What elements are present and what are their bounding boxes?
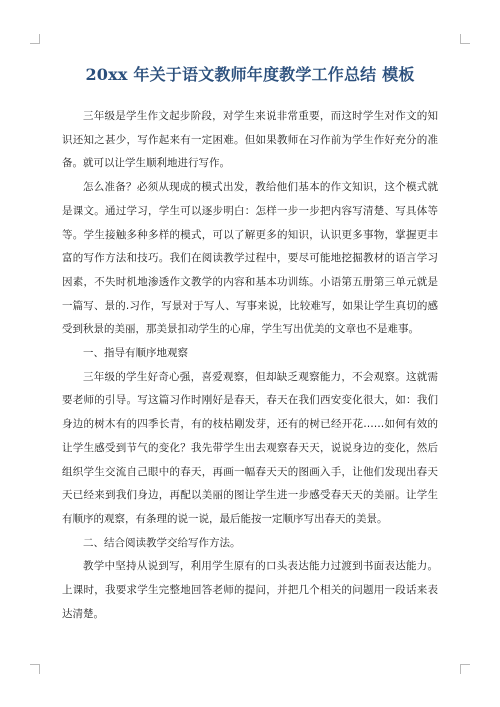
heading-observation: 一、指导有顺序地观察 [83, 347, 188, 360]
document-body [62, 105, 438, 626]
heading-reading-method: 二、结合阅读教学交给写作方法。 [83, 536, 241, 549]
corner-mark-top-right [460, 34, 470, 44]
document-title: 20xx 年关于语文教师年度教学工作总结 模板 [85, 65, 415, 84]
corner-mark-top-left [30, 34, 40, 44]
corner-mark-bottom-left [30, 664, 40, 674]
paragraph-speaking-to-writing: 教学中坚持从说到写，利用学生原有的口头表达能力过渡到书面表达能力。上课时，我要求学生完整地回答老师的提问，并把几个相关的问题用一段话来表达清楚。 [62, 560, 438, 620]
corner-mark-bottom-right [460, 664, 470, 674]
paragraph-observation: 三年级的学生好奇心强，喜爱观察，但却缺乏观察能力，不会观察。这就需要老师的引导。写这篇习作时刚好是春天，春天在我们西安变化很大，如：我们身边的树木有的四季长青，有的枝枯剛发芽，还有的树已经开花……如何有效的让学生感受到节气的变化？我先带学生出去观察春天天，说说身边的变化，然后组织学生交流自己眼中的春天，再画一幅春天天的图画入手，让他们发现出春天天已经来到我们身边，再配以美丽的图让学生进一步感受春天天的美丽。让学生有顺序的观察，有条理的说一说，最后能按一定顺序写出春天的美景。 [62, 370, 438, 525]
paragraph-intro: 三年级是学生作文起步阶段，对学生来说非常重要，而这时学生对作文的知识还知之甚少，写作起来有一定困难。但如果教师在习作前为学生作好充分的准备。就可以让学生顺利地进行写作。 [62, 110, 438, 170]
paragraph-preparation: 怎么准备？必须从现成的模式出发，教给他们基本的作文知识，这个模式就是课文。通过学习，学生可以逐步明白：怎样一步一步把内容写清楚、写具体等等。学生接触多种多样的模式，可以了解更多的知识，认识更多事物，掌握更丰富的写作方法和技巧。我们在阅读教学过程中，要尽可能地挖掘教材的语言学习因素，不失时机地渗透作文教学的内容和基本功训练。小语第五册第三单元就是一篇写、景的.习作，写景对于写人、写事来说，比较难写，如果让学生真切的感受到秋景的美丽，那美景扣动学生的心扉，学生写出优美的文章也不是难事。 [62, 181, 438, 336]
